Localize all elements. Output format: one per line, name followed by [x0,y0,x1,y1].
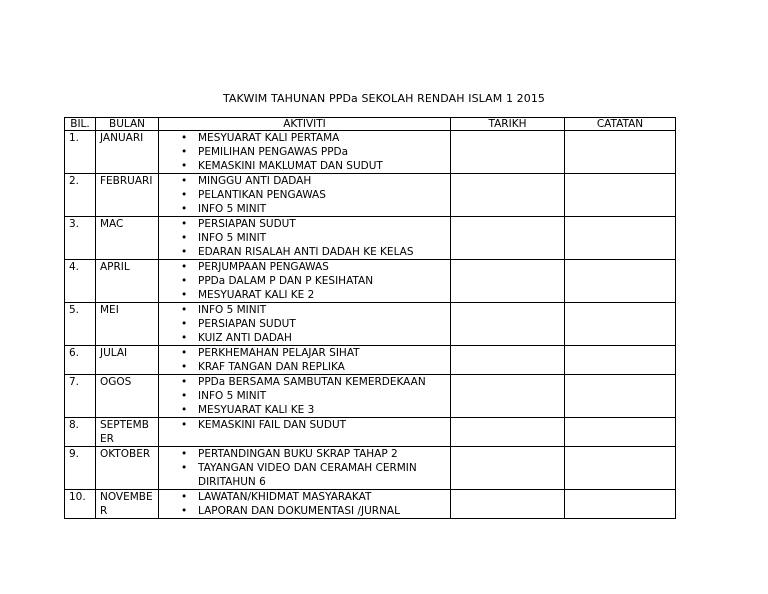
table-row [65,131,676,174]
cell-catatan [565,490,676,519]
table-row [65,418,676,447]
activity-item: • KEMASKINI FAIL DAN SUDUT [181,418,446,432]
activity-list [163,217,446,259]
activity-list [163,131,446,173]
activity-list [163,303,446,345]
cell-catatan [565,303,676,346]
cell-tarikh [451,217,565,260]
activity-item: • LAWATAN/KHIDMAT MASYARAKAT [181,490,446,504]
cell-tarikh [451,260,565,303]
cell-aktiviti [159,131,451,174]
header-bulan: BULAN [96,118,159,131]
activity-item: • INFO 5 MINIT [181,303,446,317]
cell-catatan [565,346,676,375]
cell-bil: 2. [65,174,96,217]
cell-bulan: FEBRUARI [96,174,159,217]
header-bil: BIL. [65,118,96,131]
cell-tarikh [451,490,565,519]
table-row [65,447,676,490]
cell-tarikh [451,418,565,447]
activity-list [163,490,446,518]
activity-item: • PELANTIKAN PENGAWAS [181,188,446,202]
table-header-row [65,118,676,131]
activity-item: • KRAF TANGAN DAN REPLIKA [181,360,446,374]
table-row [65,174,676,217]
activity-item: • MESYUARAT KALI KE 3 [181,403,446,417]
activity-list [163,174,446,216]
cell-catatan [565,260,676,303]
cell-bulan: MEI [96,303,159,346]
cell-tarikh [451,375,565,418]
activity-item: • INFO 5 MINIT [181,231,446,245]
activity-item: • PERSIAPAN SUDUT [181,217,446,231]
activity-item: • PEMILIHAN PENGAWAS PPDa [181,145,446,159]
table-row [65,303,676,346]
cell-bil: 8. [65,418,96,447]
activity-list [163,260,446,302]
cell-bulan: NOVEMBER [96,490,159,519]
cell-bulan: JULAI [96,346,159,375]
cell-aktiviti [159,375,451,418]
table-row [65,217,676,260]
cell-aktiviti [159,418,451,447]
header-aktiviti: AKTIVITI [159,118,451,131]
cell-catatan [565,131,676,174]
cell-bil: 7. [65,375,96,418]
cell-aktiviti [159,303,451,346]
cell-tarikh [451,131,565,174]
cell-tarikh [451,447,565,490]
cell-aktiviti [159,447,451,490]
activity-item: • PPDa BERSAMA SAMBUTAN KEMERDEKAAN [181,375,446,389]
cell-tarikh [451,346,565,375]
cell-bulan: SEPTEMBER [96,418,159,447]
activity-list [163,418,446,432]
cell-tarikh [451,303,565,346]
activity-item: • TAYANGAN VIDEO DAN CERAMAH CERMIN DIRITAHUN 6 [181,461,446,489]
activity-item: • EDARAN RISALAH ANTI DADAH KE KELAS [181,245,446,259]
cell-aktiviti [159,346,451,375]
table-row [65,260,676,303]
activity-item: • MINGGU ANTI DADAH [181,174,446,188]
cell-catatan [565,375,676,418]
cell-bulan: OKTOBER [96,447,159,490]
table-row [65,346,676,375]
cell-bil: 3. [65,217,96,260]
activity-list [163,375,446,417]
cell-bil: 6. [65,346,96,375]
activity-list [163,447,446,489]
activity-item: • PERTANDINGAN BUKU SKRAP TAHAP 2 [181,447,446,461]
cell-aktiviti [159,260,451,303]
activity-item: • PERKHEMAHAN PELAJAR SIHAT [181,346,446,360]
activity-item: • MESYUARAT KALI KE 2 [181,288,446,302]
cell-bulan: JANUARI [96,131,159,174]
activity-item: • INFO 5 MINIT [181,389,446,403]
cell-bulan: OGOS [96,375,159,418]
cell-aktiviti [159,174,451,217]
cell-aktiviti [159,217,451,260]
table-row [65,490,676,519]
table-body [65,131,676,519]
cell-catatan [565,418,676,447]
cell-bil: 1. [65,131,96,174]
document-title: TAKWIM TAHUNAN PPDa SEKOLAH RENDAH ISLAM 1 2015 [222,92,546,105]
cell-bil: 5. [65,303,96,346]
cell-catatan [565,447,676,490]
activity-item: • PERJUMPAAN PENGAWAS [181,260,446,274]
cell-bulan: APRIL [96,260,159,303]
table-row [65,375,676,418]
activity-item: • KEMASKINI MAKLUMAT DAN SUDUT [181,159,446,173]
cell-aktiviti [159,490,451,519]
activity-item: • LAPORAN DAN DOKUMENTASI /JURNAL [181,504,446,518]
cell-bulan: MAC [96,217,159,260]
cell-catatan [565,174,676,217]
activity-list [163,346,446,374]
cell-tarikh [451,174,565,217]
activity-item: • MESYUARAT KALI PERTAMA [181,131,446,145]
activity-item: • KUIZ ANTI DADAH [181,331,446,345]
cell-bil: 4. [65,260,96,303]
header-catatan: CATATAN [565,118,676,131]
activity-item: • PPDa DALAM P DAN P KESIHATAN [181,274,446,288]
header-tarikh: TARIKH [451,118,565,131]
cell-bil: 9. [65,447,96,490]
activity-item: • INFO 5 MINIT [181,202,446,216]
activity-item: • PERSIAPAN SUDUT [181,317,446,331]
cell-bil: 10. [65,490,96,519]
cell-catatan [565,217,676,260]
takwim-table [64,117,676,519]
